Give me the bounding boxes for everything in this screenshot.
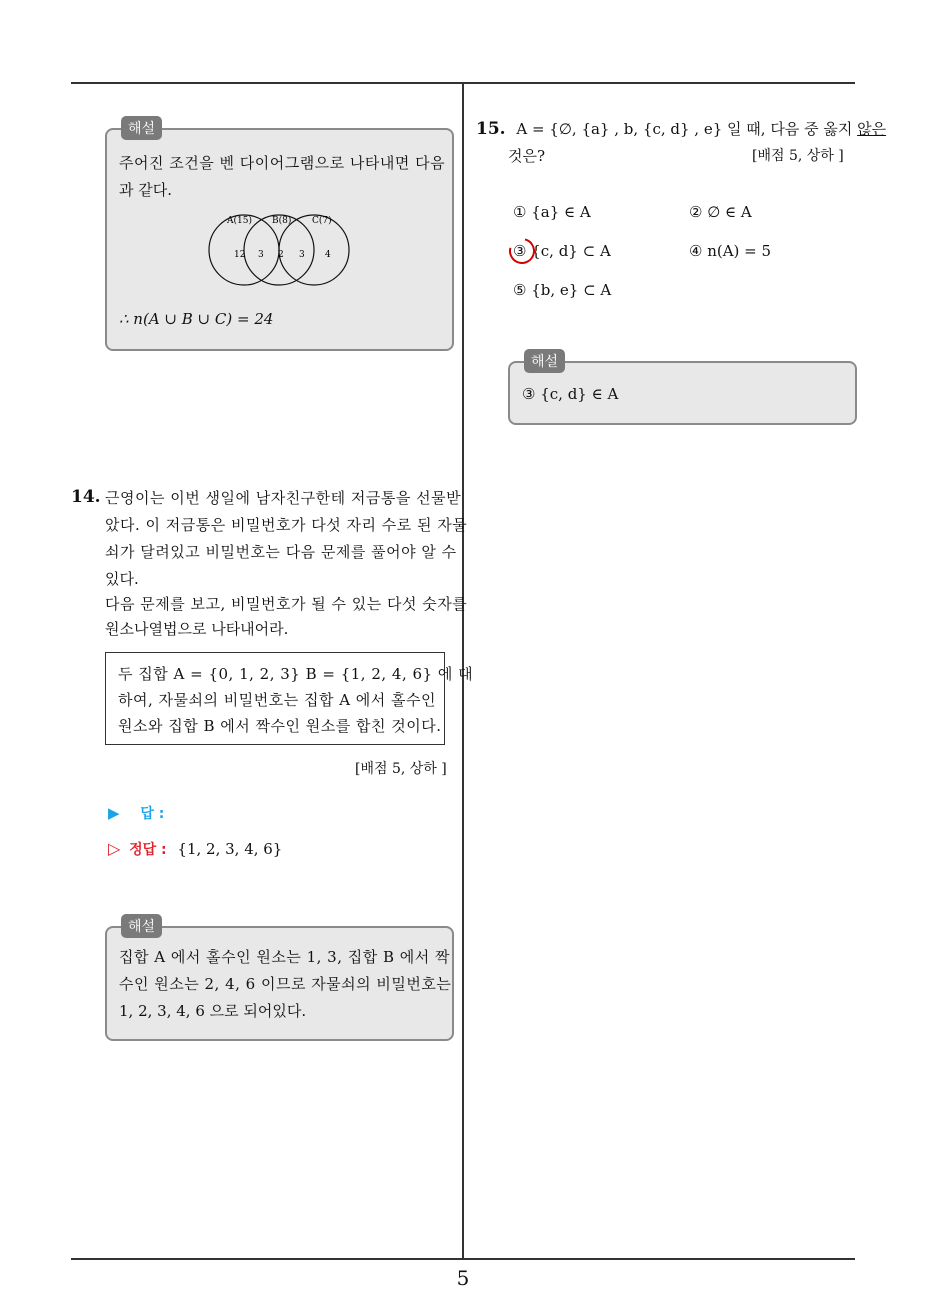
venn-diagram [107,212,456,312]
correct-marker-icon: ▷ [108,839,121,858]
solution-box-14 [105,919,454,1041]
solution-box-15 [508,354,857,425]
solution-tag: 해설 [121,914,162,938]
question-14-line: 원소나열법으로 나타내어라. [105,620,289,638]
choice-1[interactable]: ① {a} ∈ A [513,203,591,221]
venn-region-a-only: 12 [234,250,246,260]
venn-label-b: B(8) [272,216,292,226]
question-14-line: 다음 문제를 보고, 비밀번호가 될 수 있는 다섯 숫자를 [105,595,468,613]
question-15-line2: 것은? [508,147,546,165]
selected-circle-icon [504,233,540,269]
question-14-condition-box [105,652,474,745]
answer-row [108,803,164,823]
condition-line: 두 집합 A = {0, 1, 2, 3} B = {1, 2, 4, 6} 에 대 [118,665,474,683]
answer-marker-icon: ▶ [108,804,120,822]
venn-label-c: C(7) [312,216,332,226]
question-15-score: [배점 5, 상하 ] [752,148,844,164]
correct-answer-row [108,839,282,859]
venn-label-a: A(15) [227,216,252,226]
question-15-line1: 15. A = {∅, {a} , b, {c, d} , e} 일 때, 다음 중 옳지 않은 [476,119,887,139]
solution-conclusion: ∴ n(A ∪ B ∪ C) = 24 [119,310,274,328]
question-14-line: 쇠가 달려있고 비밀번호는 다음 문제를 풀어야 알 수 [105,543,457,561]
solution-line: ③ {c, d} ∈ A [522,385,619,403]
solution-box-venn [105,121,454,351]
underlined-word: 않은 [857,120,887,138]
page-number: 5 [456,1266,470,1290]
solution-tag: 해설 [121,116,162,140]
solution-line: 주어진 조건을 벤 다이어그램으로 나타내면 다음 [119,154,446,172]
solution-tag: 해설 [524,349,565,373]
solution-line: 1, 2, 3, 4, 6 으로 되어있다. [119,1002,307,1020]
question-14-line: 았다. 이 저금통은 비밀번호가 다섯 자리 수로 된 자물 [105,516,468,534]
answer-label: 답 : [140,806,165,822]
correct-value: {1, 2, 3, 4, 6} [177,840,283,858]
question-14-line: 있다. [105,570,139,588]
condition-line: 원소와 집합 B 에서 짝수인 원소를 합친 것이다. [118,717,442,735]
choice-5[interactable]: ⑤ {b, e} ⊂ A [513,281,612,299]
solution-line: 수인 원소는 2, 4, 6 이므로 자물쇠의 비밀번호는 [119,975,452,993]
solution-line: 과 같다. [119,181,173,199]
correct-label: 정답 : [129,842,167,858]
question-14-line: 근영이는 이번 생일에 남자친구한테 저금통을 선물받 [105,489,462,507]
condition-line: 하여, 자물쇠의 비밀번호는 집합 A 에서 홀수인 [118,691,437,709]
question-14-number: 14. [71,487,101,507]
question-14-score: [배점 5, 상하 ] [355,761,447,777]
choice-4[interactable]: ④ n(A) = 5 [689,242,772,260]
solution-line: 집합 A 에서 홀수인 원소는 1, 3, 집합 B 에서 짝 [119,948,451,966]
venn-region-b-only: 2 [278,250,284,260]
choice-3[interactable]: ③ {c, d} ⊂ A [513,242,611,260]
choice-2[interactable]: ② ∅ ∈ A [689,203,752,221]
venn-region-c-only: 4 [325,250,331,260]
venn-region-bc: 3 [299,250,305,260]
venn-region-ab: 3 [258,250,264,260]
